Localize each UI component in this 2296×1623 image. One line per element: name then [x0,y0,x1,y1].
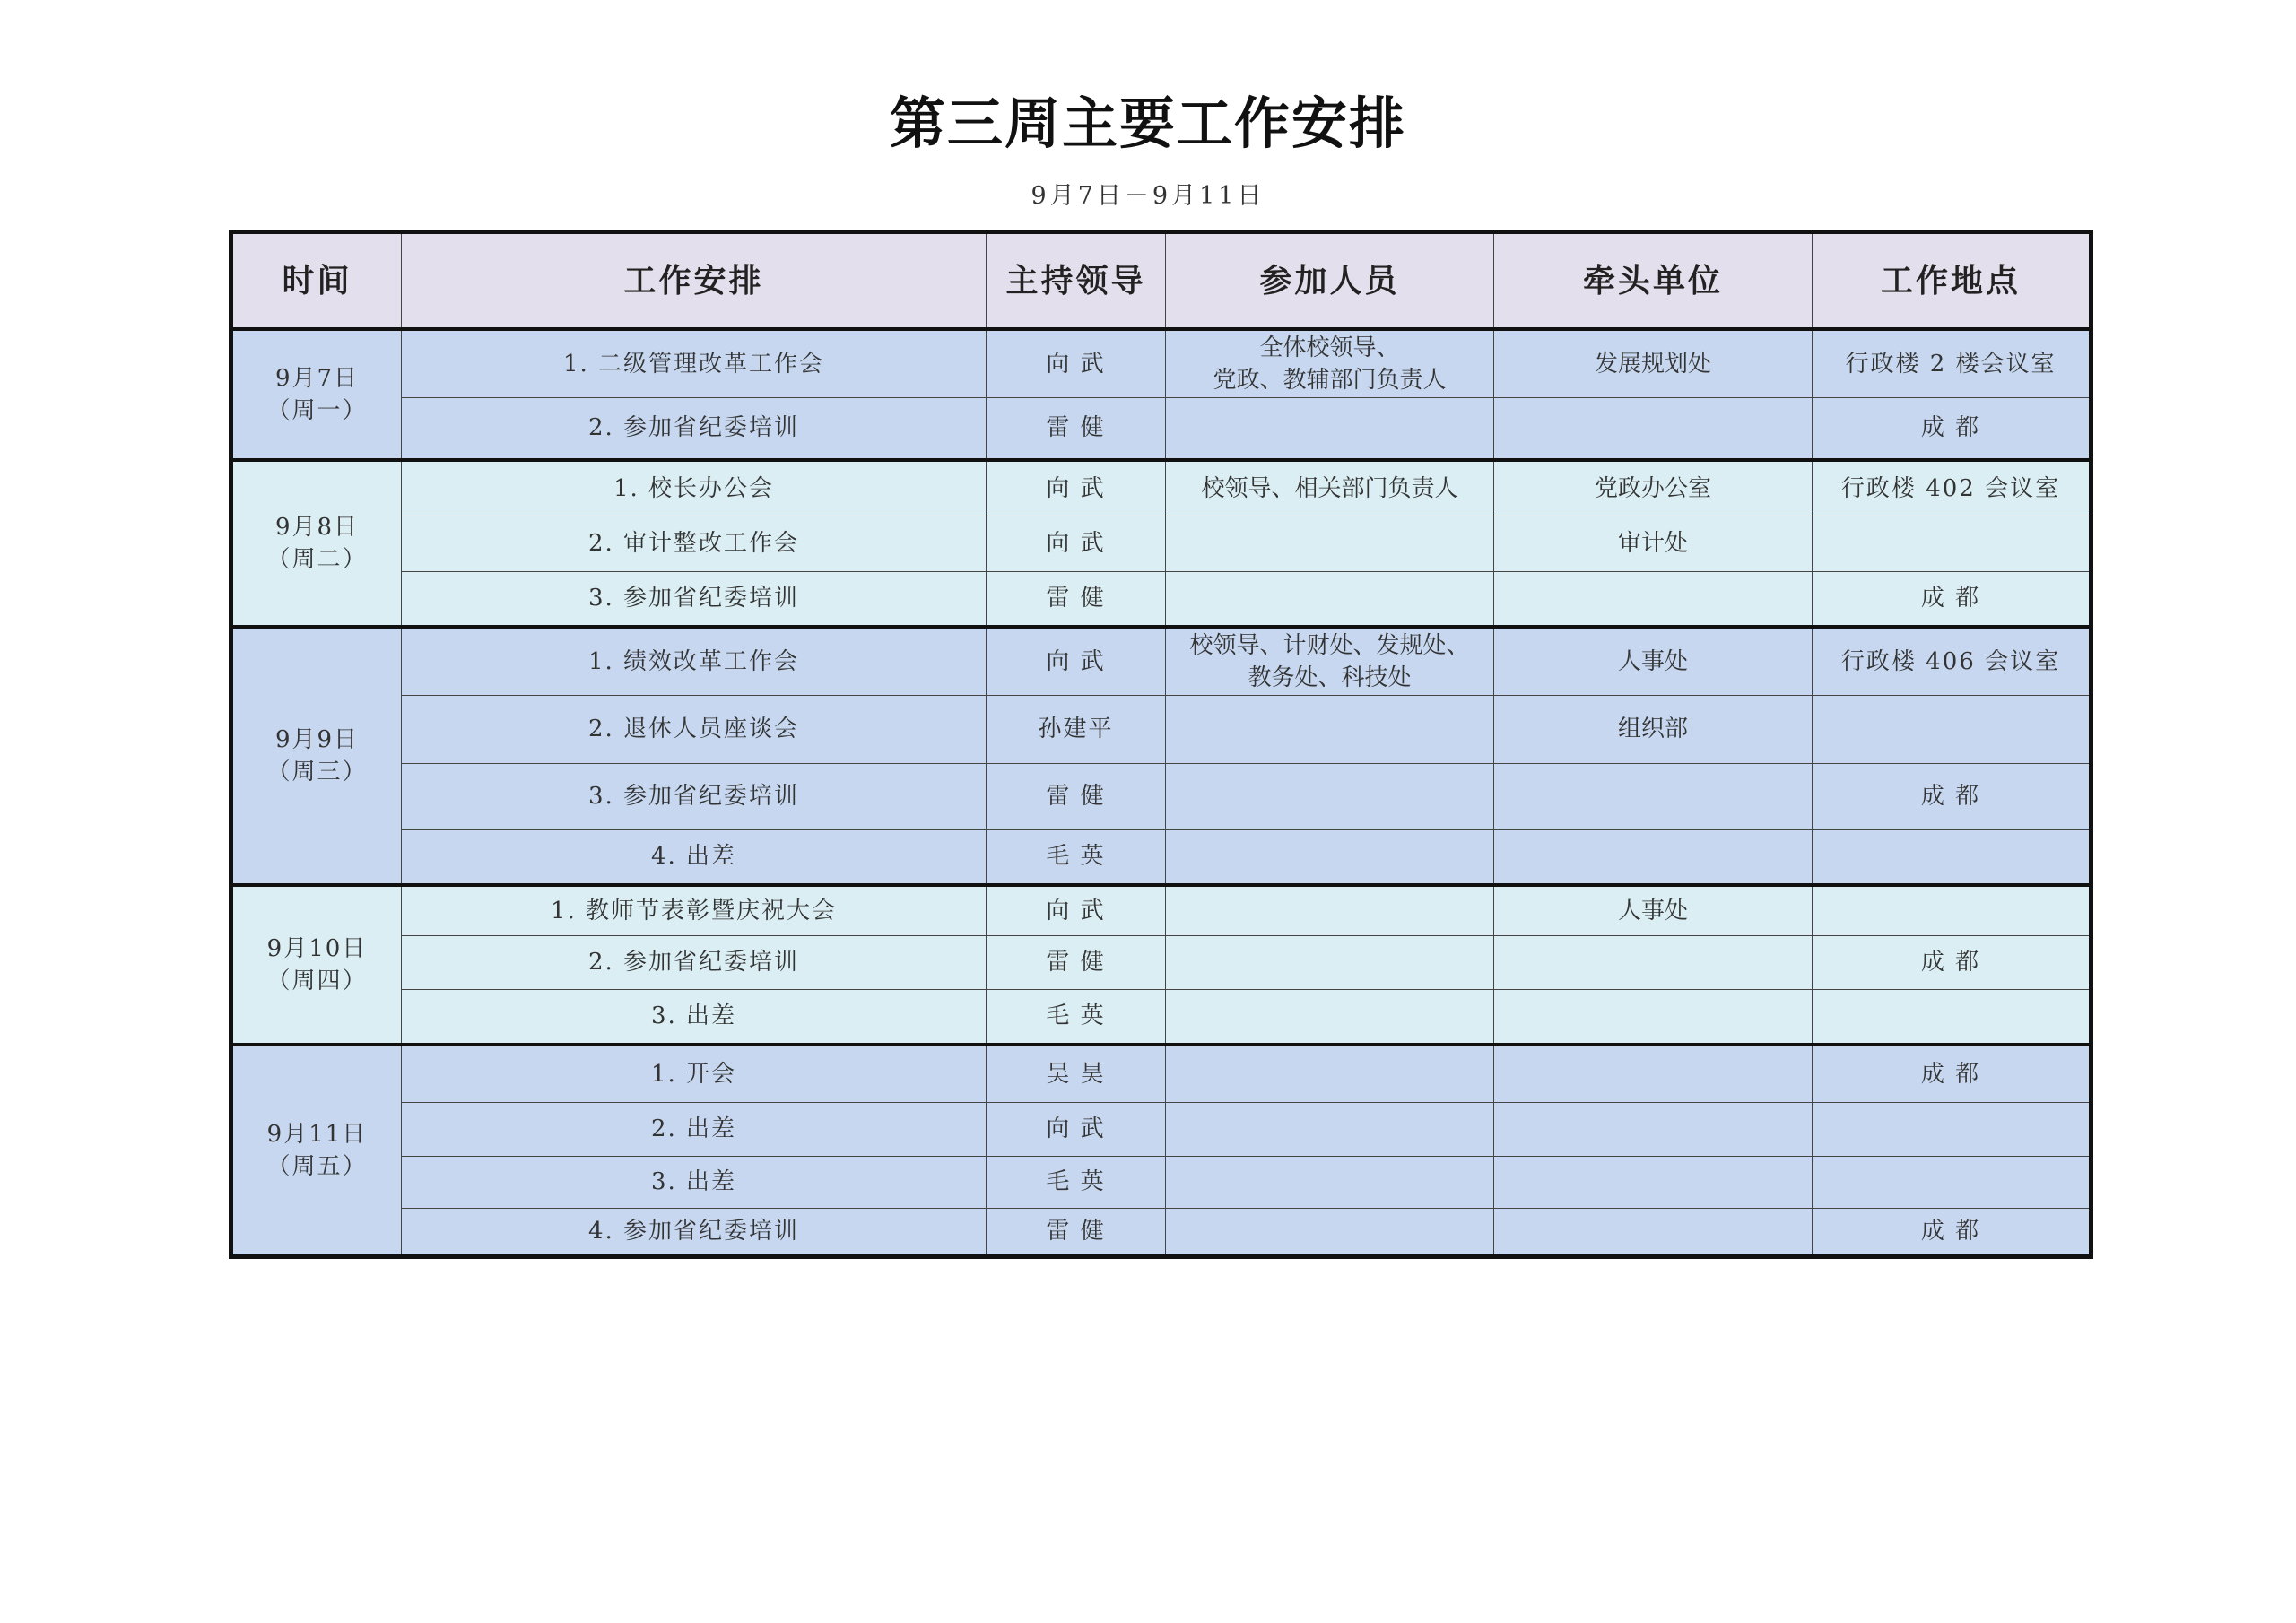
leader-cell: 向 武 [987,460,1166,516]
task-cell: 3. 参加省纪委培训 [402,763,987,829]
task-cell: 2. 出差 [402,1102,987,1156]
location-cell: 行政楼 2 楼会议室 [1813,329,2092,397]
participants-cell [1166,885,1494,935]
lead-unit-cell [1494,571,1813,627]
location-cell [1813,1156,2092,1208]
task-cell: 1. 教师节表彰暨庆祝大会 [402,885,987,935]
participants-cell: 校领导、计财处、发规处、 教务处、科技处 [1166,627,1494,695]
participants-cell [1166,571,1494,627]
schedule-row [231,1208,2092,1256]
date-cell [231,460,402,627]
location-cell [1813,1102,2092,1156]
lead-unit-cell [1494,1208,1813,1256]
lead-unit-cell [1494,935,1813,989]
header-lead-unit: 牵头单位 [1494,232,1813,330]
header-row [231,232,2092,330]
participants-cell: 校领导、相关部门负责人 [1166,460,1494,516]
location-cell [1813,829,2092,885]
leader-cell: 向 武 [987,1102,1166,1156]
lead-unit-cell: 发展规划处 [1494,329,1813,397]
schedule-body [231,329,2092,1256]
leader-cell: 雷 健 [987,763,1166,829]
weekday-label: （周五） [266,1152,368,1180]
date-label: 9月9日 [274,726,360,753]
weekday-label: （周二） [266,546,368,573]
lead-unit-cell: 组织部 [1494,695,1813,763]
location-cell: 成 都 [1813,397,2092,460]
lead-unit-cell [1494,1156,1813,1208]
schedule-row [231,329,2092,397]
date-label: 9月10日 [266,935,368,962]
participants-cell [1166,397,1494,460]
location-cell: 成 都 [1813,1208,2092,1256]
schedule-row [231,460,2092,516]
task-cell: 1. 二级管理改革工作会 [402,329,987,397]
date-label: 9月11日 [266,1120,368,1148]
leader-cell: 雷 健 [987,397,1166,460]
header-participants: 参加人员 [1166,232,1494,330]
schedule-row [231,695,2092,763]
task-cell: 1. 绩效改革工作会 [402,627,987,695]
location-cell: 行政楼 406 会议室 [1813,627,2092,695]
participants-cell [1166,695,1494,763]
weekday-label: （周一） [266,397,368,424]
lead-unit-cell [1494,763,1813,829]
schedule-row [231,627,2092,695]
leader-cell: 雷 健 [987,1208,1166,1256]
task-cell: 2. 参加省纪委培训 [402,397,987,460]
participants-cell [1166,1208,1494,1256]
location-cell [1813,695,2092,763]
task-cell: 4. 出差 [402,829,987,885]
task-cell: 2. 参加省纪委培训 [402,935,987,989]
page-title: 第三周主要工作安排 [889,91,1406,156]
task-cell: 3. 出差 [402,989,987,1045]
header-time: 时间 [231,232,402,330]
participants-cell [1166,829,1494,885]
lead-unit-cell [1494,1102,1813,1156]
schedule-row [231,1102,2092,1156]
date-range-subtitle: 9月7日－9月11日 [1031,182,1265,210]
lead-unit-cell: 党政办公室 [1494,460,1813,516]
leader-cell: 向 武 [987,329,1166,397]
participants-cell: 全体校领导、 党政、教辅部门负责人 [1166,329,1494,397]
participants-cell [1166,989,1494,1045]
leader-cell: 雷 健 [987,571,1166,627]
lead-unit-cell [1494,1045,1813,1102]
schedule-row [231,935,2092,989]
location-cell: 行政楼 402 会议室 [1813,460,2092,516]
schedule-row [231,571,2092,627]
participants-cell [1166,516,1494,571]
lead-unit-cell: 审计处 [1494,516,1813,571]
leader-cell: 向 武 [987,885,1166,935]
schedule-row [231,763,2092,829]
location-cell [1813,516,2092,571]
leader-cell: 雷 健 [987,935,1166,989]
location-cell [1813,989,2092,1045]
participants-cell [1166,1045,1494,1102]
location-cell: 成 都 [1813,571,2092,627]
header-location: 工作地点 [1813,232,2092,330]
leader-cell: 毛 英 [987,989,1166,1045]
task-cell: 1. 校长办公会 [402,460,987,516]
schedule-row [231,1156,2092,1208]
weekday-label: （周四） [266,968,368,994]
location-cell: 成 都 [1813,1045,2092,1102]
schedule-row [231,989,2092,1045]
location-cell: 成 都 [1813,763,2092,829]
date-cell [231,1045,402,1256]
leader-cell: 向 武 [987,627,1166,695]
participants-cell [1166,1102,1494,1156]
location-cell [1813,885,2092,935]
date-label: 9月8日 [274,514,360,541]
date-cell [231,627,402,885]
header-leader: 主持领导 [987,232,1166,330]
date-label: 9月7日 [274,365,360,392]
lead-unit-cell: 人事处 [1494,885,1813,935]
location-cell: 成 都 [1813,935,2092,989]
task-cell: 3. 参加省纪委培训 [402,571,987,627]
task-cell: 3. 出差 [402,1156,987,1208]
schedule-table [229,230,2093,1259]
header-work: 工作安排 [402,232,987,330]
task-cell: 2. 退休人员座谈会 [402,695,987,763]
task-cell: 4. 参加省纪委培训 [402,1208,987,1256]
date-cell [231,329,402,460]
leader-cell: 孙建平 [987,695,1166,763]
task-cell: 2. 审计整改工作会 [402,516,987,571]
schedule-row [231,397,2092,460]
leader-cell: 毛 英 [987,1156,1166,1208]
leader-cell: 毛 英 [987,829,1166,885]
participants-cell [1166,1156,1494,1208]
lead-unit-cell: 人事处 [1494,627,1813,695]
date-cell [231,885,402,1045]
lead-unit-cell [1494,829,1813,885]
schedule-row [231,1045,2092,1102]
participants-cell [1166,763,1494,829]
leader-cell: 吴 昊 [987,1045,1166,1102]
schedule-row [231,885,2092,935]
lead-unit-cell [1494,989,1813,1045]
schedule-row [231,516,2092,571]
task-cell: 1. 开会 [402,1045,987,1102]
lead-unit-cell [1494,397,1813,460]
schedule-row [231,829,2092,885]
leader-cell: 向 武 [987,516,1166,571]
weekday-label: （周三） [266,759,368,785]
participants-cell [1166,935,1494,989]
